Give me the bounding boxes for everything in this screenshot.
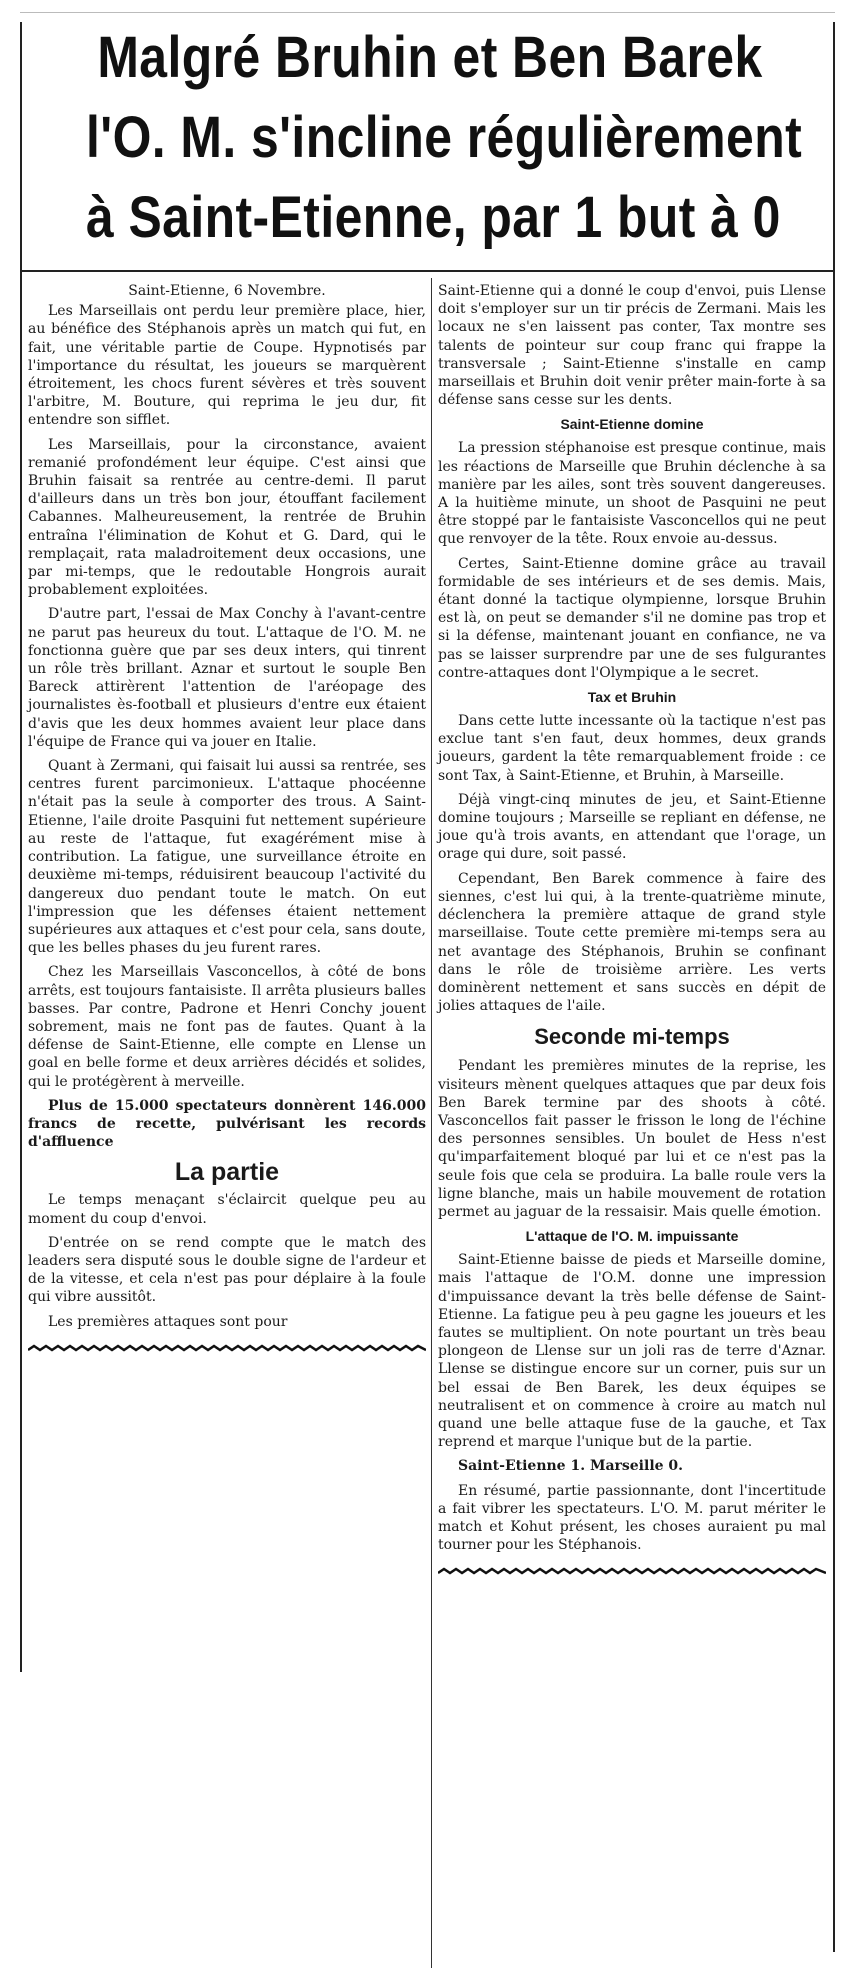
subheading-tax-et-bruhin: Tax et Bruhin <box>587 689 677 706</box>
column-divider <box>431 278 432 1968</box>
final-score: Saint-Etienne 1. Marseille 0. <box>458 1458 684 1475</box>
subheading-attaque-impuissante: L'attaque de l'O. M. impuissante <box>525 1228 739 1245</box>
right-column <box>438 282 826 1582</box>
paragraph: En résumé, partie passionnante, dont l'incertitude a fait vibrer les spectateurs. L'O. M. parut mériter le match et Kohut présent, les choses auraient pu mal tourner pour les Stéphanois. <box>438 1482 826 1554</box>
paragraph: Les premières attaques sont pour <box>48 1313 288 1330</box>
headline-line-1: Malgré Bruhin et Ben Barek <box>97 25 763 90</box>
paragraph: Les Marseillais, pour la circonstance, avaient remanié profondément leur équipe. C'est ainsi que Bruhin faisait sa rentrée au centre-demi. Il parut d'ailleurs dans un très bon jour, étouffant facilement Cabannes. Malheureusement, la rentrée de Bruhin entraîna l'élimination de Kohut et G. Dard, qui le remplaçait, rata maladroitement deux occasions, une par mi-temps, que le redoutable Hongrois aurait probablement exploitées. <box>28 436 426 599</box>
right-border-rule <box>833 22 835 1952</box>
zigzag-rule-left <box>28 1343 426 1353</box>
top-rule <box>20 12 835 13</box>
paragraph: Le temps menaçant s'éclaircit quelque peu au moment du coup d'envoi. <box>28 1192 426 1227</box>
headline-line-3: à Saint-Etienne, par 1 but à 0 <box>86 185 781 250</box>
paragraph: Les Marseillais ont perdu leur première place, hier, au bénéfice des Stéphanois après un match qui fut, en fait, une véritable partie de Coupe. Hypnotisés par l'importance du résultat, les joueurs se marquèrent étroitement, les chocs furent sévères et très souvent l'arbitre, M. Bouture, qui reprima le jeu dur, fit entendre son sifflet. <box>28 303 426 429</box>
section-heading-la-partie: La partie <box>174 1158 280 1187</box>
zigzag-rule-right <box>438 1566 826 1576</box>
subheading-saint-etienne-domine: Saint-Etienne domine <box>560 416 704 433</box>
paragraph: Saint-Etienne qui a donné le coup d'envoi, puis Llense doit s'employer sur un tir précis de Zermani. Mais les locaux ne s'en laissent pas conter, Tax montre ses talents de pointeur sur coup franc qui frappe la transversale ; Saint-Etienne s'installe en camp marseillais et Bruhin doit venir prêter main-forte à sa défense sans cesse sur les dents. <box>438 283 826 409</box>
headline-rule <box>20 270 835 272</box>
paragraph: Pendant les premières minutes de la reprise, les visiteurs mènent quelques attaques que par deux fois Ben Barek termine par des shoots à côté. Vasconcellos fait passer le frisson le long de l'échine des personnes sensibles. Un boulet de Hess n'est qu'imparfaitement bloqué par lui et ce n'est pas la seule fois que cela se produira. La balle roule vers la ligne blanche, mais un habile mouvement de rotation permet au jaguar de la ressaisir. Mais quelle émotion. <box>438 1058 826 1220</box>
paragraph: D'entrée on se rend compte que le match des leaders sera disputé sous le double signe de l'ardeur et de la vitesse, et cela n'est pas pour déplaire à la foule qui vibre aussitôt. <box>28 1234 426 1306</box>
section-heading-seconde-mi-temps: Seconde mi-temps <box>534 1024 730 1050</box>
paragraph: Cependant, Ben Barek commence à faire des siennes, c'est lui qui, à la trente-quatrième minute, déclenchera la première attaque de grand style marseillaise. Toute cette première mi-temps sera au net avantage des Stéphanois, Bruhin se confinant dans le rôle de troisième arrière. Les verts dominèrent nettement et sans succès en dépit de jolies attaques de l'aile. <box>438 870 826 1015</box>
attendance-paragraph: Plus de 15.000 spectateurs donnèrent 146.000 francs de recette, pulvérisant les records d'affluence <box>28 1097 426 1151</box>
headline-line-2: l'O. M. s'incline régulièrement <box>86 105 803 170</box>
paragraph: La pression stéphanoise est presque continue, mais les réactions de Marseille que Bruhin déclenche à sa manière par les ailes, sont très souvent dangereuses. A la huitième minute, un shoot de Pasquini ne peut être stoppé par le fantaisiste Vasconcellos qui ne peut que renvoyer de la tête. Roux envoie au-dessus. <box>438 440 826 548</box>
left-column <box>28 282 426 1358</box>
paragraph: Quant à Zermani, qui faisait lui aussi sa rentrée, ses centres furent parcimonieux. L'attaque phocéenne n'était pas la seule à comporter des trous. A Saint-Etienne, l'aile droite Pasquini fut nettement supérieure au reste de l'attaque, fut exagérément mise à contribution. La fatigue, une surveillance étroite en deuxième mi-temps, réduisirent beaucoup l'activité du dangereux duo pendant toute le match. On eut l'impression que les défenses étaient nettement supérieures aux attaques et c'est pour cela, sans doute, que les belles phases du jeu furent rares. <box>28 758 426 957</box>
paragraph: Saint-Etienne baisse de pieds et Marseille domine, mais l'attaque de l'O.M. donne une impression d'impuissance devant la très belle défense de Saint-Etienne. La fatigue peu à peu gagne les joueurs et les fautes se multiplient. On note pourtant un très beau plongeon de Llense sur un joli ras de terre d'Aznar. Llense se distingue encore sur un corner, puis sur un bel essai de Ben Barek, les deux équipes se neutralisent et on commence à croire au match nul quand une belle attaque fuse de la gauche, et Tax reprend et marque l'unique but de la partie. <box>438 1252 826 1451</box>
article-frame <box>20 12 835 1960</box>
paragraph: Déjà vingt-cinq minutes de jeu, et Saint-Etienne domine toujours ; Marseille se repliant en défense, ne joue qu'à trois avants, en attendant que l'orage, un orage qui dure, soit passé. <box>438 791 826 863</box>
paragraph: D'autre part, l'essai de Max Conchy à l'avant-centre ne parut pas heureux du tout. L'attaque de l'O. M. ne fonctionna guère que par ses deux inters, qui tinrent un rôle très brillant. Aznar et surtout le souple Ben Bareck attirèrent l'attention de l'aréopage des journalistes ès-football et plusieurs d'entre eux étaient d'avis que les deux hommes avaient leur place dans l'équipe de France qui va jouer en Italie. <box>28 606 426 750</box>
dateline: Saint-Etienne, 6 Novembre. <box>128 283 326 299</box>
headline <box>86 18 803 258</box>
paragraph: Chez les Marseillais Vasconcellos, à côté de bons arrêts, est toujours fantaisiste. Il arrêta plusieurs balles basses. Par contre, Padrone et Henri Conchy jouent sobrement, mais ne font pas de fautes. Quant à la défense de Saint-Etienne, elle compte en Llense un goal en belle forme et deux arrières décidés et solides, qui le protégèrent à merveille. <box>28 964 426 1090</box>
paragraph: Dans cette lutte incessante où la tactique n'est pas exclue tant s'en faut, deux hommes, deux grands joueurs, gardent la tête remarquablement froide : ce sont Tax, à Saint-Etienne, et Bruhin, à Marseille. <box>438 713 826 784</box>
paragraph: Certes, Saint-Etienne domine grâce au travail formidable de ses intérieurs et de ses demis. Mais, étant donné la tactique olympienne, lorsque Bruhin est là, on peut se demander s'il ne domine pas trop et si la défense, maintenant jouant en confiance, ne va pas se laisser surprendre par une de ses fulgurantes contre-attaques dont l'Olympique a le secret. <box>438 555 826 681</box>
